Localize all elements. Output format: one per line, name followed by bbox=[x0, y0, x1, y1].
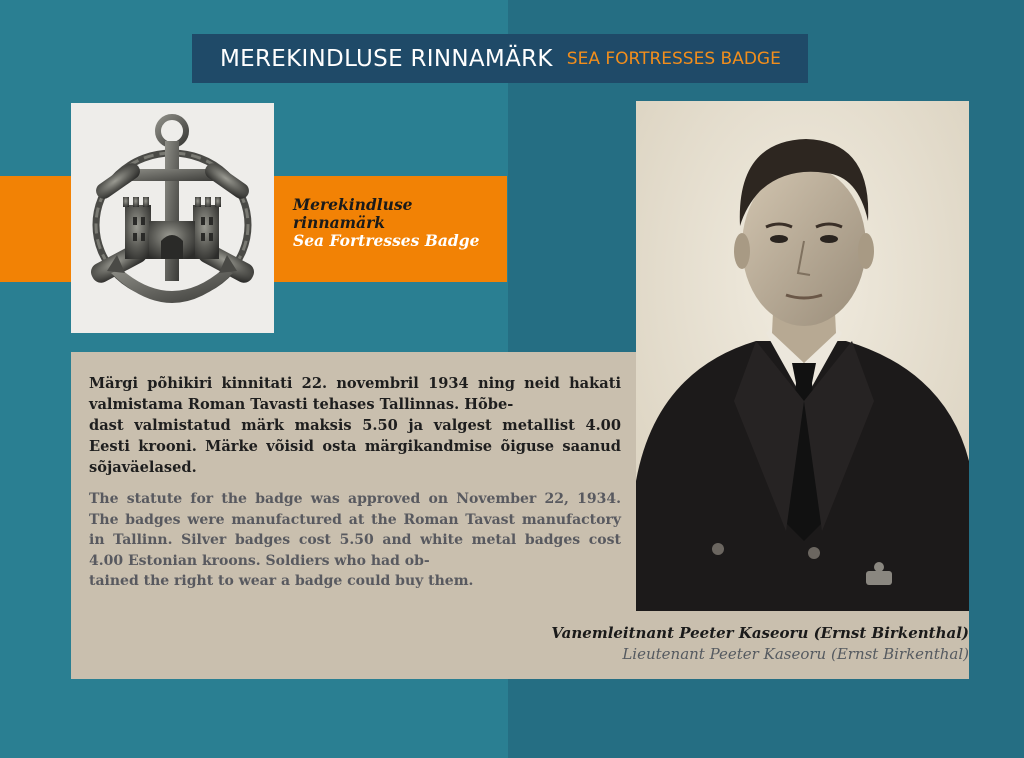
officer-portrait-photo bbox=[636, 101, 969, 611]
portrait-caption-et: Vanemleitnant Peeter Kaseoru (Ernst Birkenthal) bbox=[551, 624, 969, 642]
portrait-caption-en: Lieutenant Peeter Kaseoru (Ernst Birkenthal) bbox=[622, 645, 969, 663]
badge-caption-en: Sea Fortresses Badge bbox=[293, 231, 480, 250]
page-title: MEREKINDLUSE RINNAMÄRK bbox=[220, 45, 553, 72]
portrait-photo bbox=[636, 101, 969, 611]
portrait-caption bbox=[509, 623, 969, 665]
badge-caption-et: Merekindluse rinnamärk bbox=[293, 195, 413, 232]
sea-fortresses-badge-icon bbox=[71, 103, 274, 333]
title-bar bbox=[192, 34, 808, 83]
paragraph-english: The statute for the badge was approved on November 22, 1934. The badges were manufactured at the Roman Tavast manufactory in Tallinn. Silver badges cost 5.50 and white metal badges cost 4.00 Estonian kroons. Soldiers who had ob- tained the right to wear a badge could buy them. bbox=[89, 491, 621, 589]
paragraph-estonian: Märgi põhikiri kinnitati 22. novembril 1934 ning neid hakati valmistama Roman Tavasti tehases Tallinnas. Hõbe- dast valmistatud märk maksis 5.50 ja valgest metallist 4.00 Eesti krooni. Märke võisid osta märgikandmise õiguse saanud sõjaväelased. bbox=[89, 375, 621, 476]
page-subtitle: SEA FORTRESSES BADGE bbox=[566, 48, 781, 69]
badge-image bbox=[71, 103, 274, 333]
badge-caption bbox=[293, 196, 503, 250]
